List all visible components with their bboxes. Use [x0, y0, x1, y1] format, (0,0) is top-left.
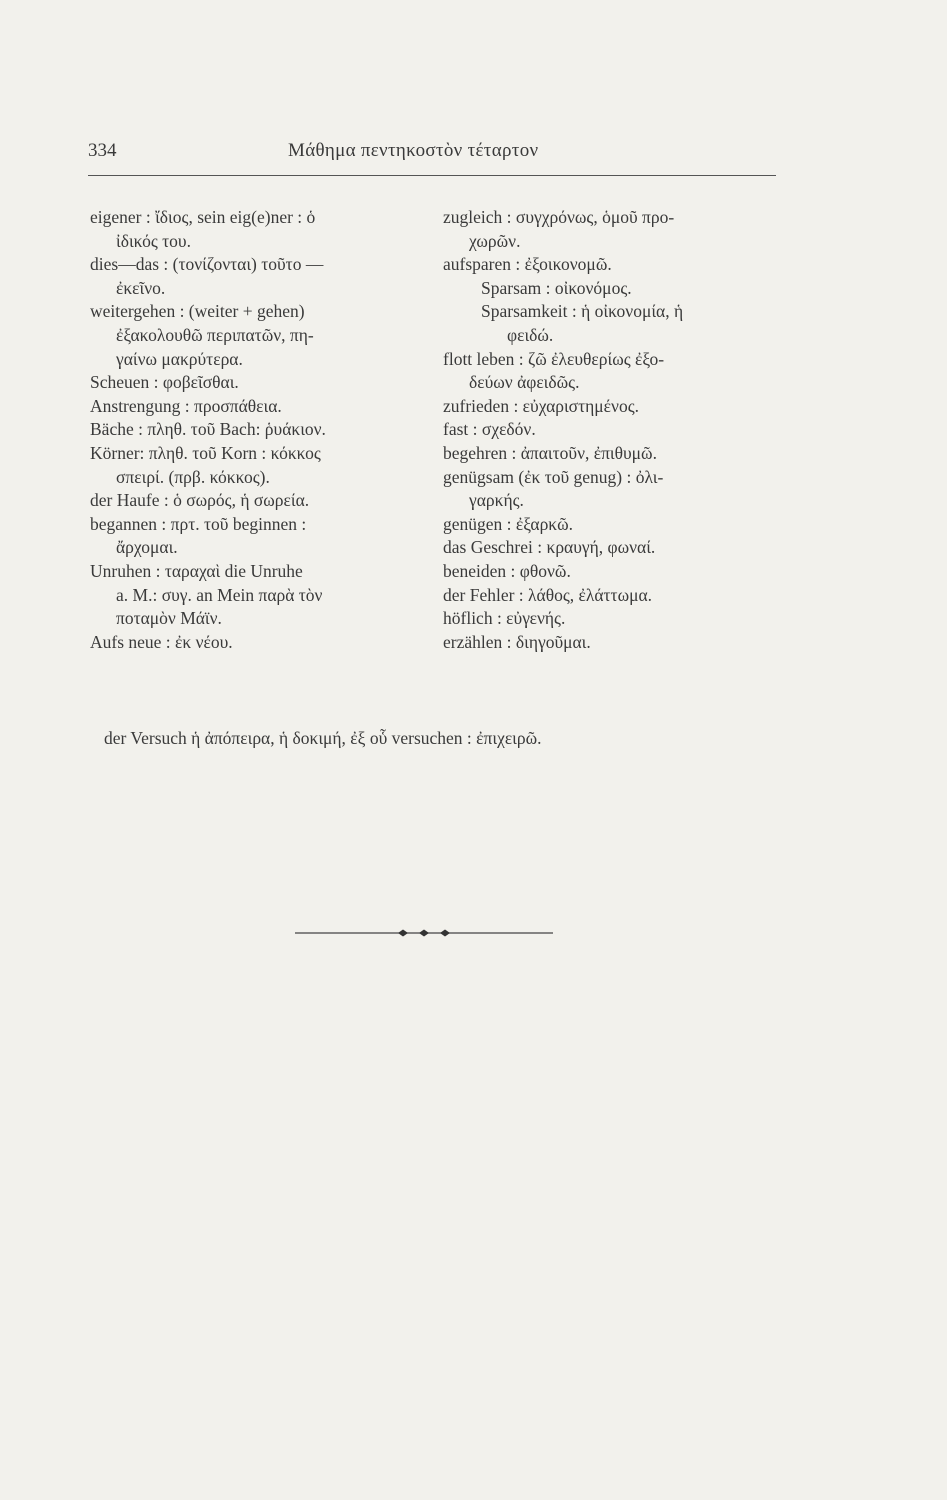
glossary-headword-line: genügsam (ἐκ τοῦ genug) : ὀλι-: [443, 466, 664, 487]
glossary-headword-line: Scheuen : φοβεῖσθαι.: [90, 372, 239, 393]
glossary-continuation-line: φειδώ.: [507, 324, 554, 345]
glossary-continuation-line: a. M.: συγ. an Mein παρὰ τὸν: [116, 584, 323, 605]
glossary-headword-line: begehren : ἀπαιτοῦν, ἐπιθυμῶ.: [443, 442, 657, 463]
page-header: [88, 140, 778, 170]
glossary-headword-line: erzählen : διηγοῦμαι.: [443, 631, 591, 652]
glossary-headword-line: Bäche : πληθ. τοῦ Bach: ῥυάκιον.: [90, 419, 326, 440]
glossary-right-column: [443, 206, 788, 654]
glossary-entry: [90, 418, 425, 442]
glossary-headword-line: zufrieden : εὐχαριστημένος.: [443, 395, 640, 416]
glossary-headword-line: eigener : ἴδιος, sein eig(e)ner : ὁ: [90, 207, 316, 227]
glossary-headword-line: weitergehen : (weiter + gehen): [90, 301, 305, 322]
glossary-entry: [90, 371, 425, 395]
glossary-headword-line: genügen : ἐξαρκῶ.: [443, 513, 574, 534]
header-rule: [88, 175, 776, 176]
glossary-entry: [90, 631, 425, 655]
glossary-entry: [443, 253, 788, 277]
page-number: 334: [88, 140, 117, 161]
glossary-entry: [90, 395, 425, 419]
section-end-ornament: [295, 926, 553, 940]
glossary-headword-line: aufsparen : ἐξοικονομῶ.: [443, 254, 612, 275]
glossary-headword-line: der Fehler : λάθος, ἐλάττωμα.: [443, 584, 653, 605]
glossary-continuation-line: σπειρί. (πρβ. κόκκος).: [116, 466, 270, 487]
glossary-headword-line: dies—das : (τονίζονται) τοῦτο —: [90, 254, 324, 275]
glossary-headword-line: höflich : εὐγενής.: [443, 608, 566, 629]
glossary-headword-line: Körner: πληθ. τοῦ Korn : κόκκος: [90, 442, 321, 463]
glossary-entry: [90, 253, 425, 300]
glossary-entry: [443, 466, 788, 513]
glossary-headword-line: fast : σχεδόν.: [443, 419, 536, 440]
glossary-entry: [443, 206, 788, 253]
glossary-headword-line: beneiden : φθονῶ.: [443, 560, 571, 581]
glossary-entry: [443, 536, 788, 560]
glossary-headword-line: Unruhen : ταραχαὶ die Unruhe: [90, 560, 303, 581]
glossary-entry: [443, 418, 788, 442]
glossary-entry: [443, 631, 788, 655]
glossary-continuation-line: ποταμὸν Μάϊν.: [116, 608, 222, 629]
glossary-entry: [90, 560, 425, 631]
running-title: Μάθημα πεντηκοστὸν τέταρτον: [288, 140, 539, 161]
glossary-entry: [443, 607, 788, 631]
glossary-entry: [481, 300, 788, 347]
glossary-continuation-line: δεύων ἀφειδῶς.: [469, 372, 580, 393]
glossary-entry: [90, 206, 425, 253]
glossary-continuation-line: ἰδικός του.: [116, 230, 191, 251]
glossary-entry: [443, 560, 788, 584]
glossary-headword-line: begannen : πρτ. τοῦ beginnen :: [90, 513, 307, 534]
glossary-entry: [443, 584, 788, 608]
glossary-left-column: [90, 206, 425, 654]
glossary-continuation-line: γαίνω μακρύτερα.: [116, 348, 243, 369]
glossary-continuation-line: ἄρχομαι.: [116, 537, 178, 558]
glossary-headword-line: Sparsamkeit : ἡ οἰκονομία, ἡ: [481, 301, 684, 322]
glossary-headword-line: Aufs neue : ἐκ νέου.: [90, 631, 233, 652]
glossary-entry: [90, 300, 425, 371]
glossary-entry: [443, 348, 788, 395]
glossary-headword-line: Anstrengung : προσπάθεια.: [90, 395, 282, 416]
glossary-continuation-line: ἐκεῖνο.: [116, 277, 166, 298]
glossary-entry: [443, 442, 788, 466]
glossary-entry: [443, 395, 788, 419]
glossary-continuation-line: γαρκής.: [469, 490, 524, 511]
glossary-continuation-line: χωρῶν.: [469, 230, 521, 251]
glossary-headword-line: Sparsam : οἰκονόμος.: [481, 277, 632, 298]
glossary-entry: [90, 442, 425, 489]
glossary-headword-line: zugleich : συγχρόνως, ὁμοῦ προ-: [443, 207, 675, 227]
glossary-entry: [90, 513, 425, 560]
glossary-headword-line: flott leben : ζῶ ἐλευθερίως ἐξο-: [443, 348, 665, 369]
glossary-headword-line: der Haufe : ὁ σωρός, ἡ σωρεία.: [90, 490, 310, 511]
glossary-entry: [481, 277, 788, 301]
glossary-continuation-line: ἐξακολουθῶ περιπατῶν, πη-: [116, 324, 314, 345]
glossary-headword-line: das Geschrei : κραυγή, φωναί.: [443, 537, 656, 558]
glossary-full-width-entry: der Versuch ἡ ἀπόπειρα, ἡ δοκιμή, ἐξ οὗ versuchen : ἐπιχειρῶ.: [104, 728, 542, 748]
glossary-entry: [90, 489, 425, 513]
glossary-entry: [443, 513, 788, 537]
